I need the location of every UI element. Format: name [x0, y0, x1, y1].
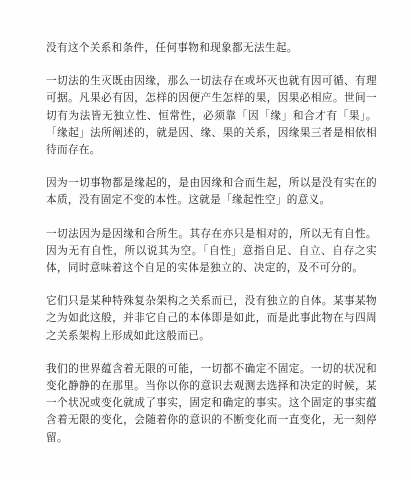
paragraph-4: 一切法因为是因缘和合所生。其存在亦只是相对的，所以无有自性。因为无有自性，所以说其为空。「自性」意指自足、自立、自存之实体，同时意味着这个自足的实体是独立的、决定的，及不可分的。: [46, 227, 377, 275]
paragraph-6: 我们的世界蕴含着无限的可能，一切都不确定不固定。一切的状况和变化静静的在那里。当你以你的意识去观测去选择和决定的时候，某一个状况或变化就成了事实，固定和确定的事实。这个固定的事实蕴含着无限的变化，会随着你的意识的不断变化而一直变化，无一刻停留。: [46, 362, 377, 444]
paragraph-1: 没有这个关系和条件，任何事物和现象都无法生起。: [46, 42, 298, 54]
paragraph-3: 因为一切事物都是缘起的，是由因缘和合而生起，所以是没有实在的本质，没有固定不变的本性。这就是「缘起性空」的意义。: [46, 177, 377, 207]
paragraph-2: 一切法的生灭既由因缘，那么一切法存在或坏灭也就有因可循、有理可据。凡果必有因，怎样的因便产生怎样的果，因果必相应。世间一切有为法皆无独立性、恒常性，必须靠「因「缘」和合才有「果」。「缘起」法所阐述的，就是因、缘、果的关系，因缘果三者是相依相待而存在。: [46, 75, 377, 157]
paragraph-5: 它们只是某种特殊复杂架构之关系而已，没有独立的自体。某事某物之为如此这般，并非它自己的本体即是如此，而是此事此物在与四周之关系架构上形成如此这般而已。: [46, 295, 377, 342]
